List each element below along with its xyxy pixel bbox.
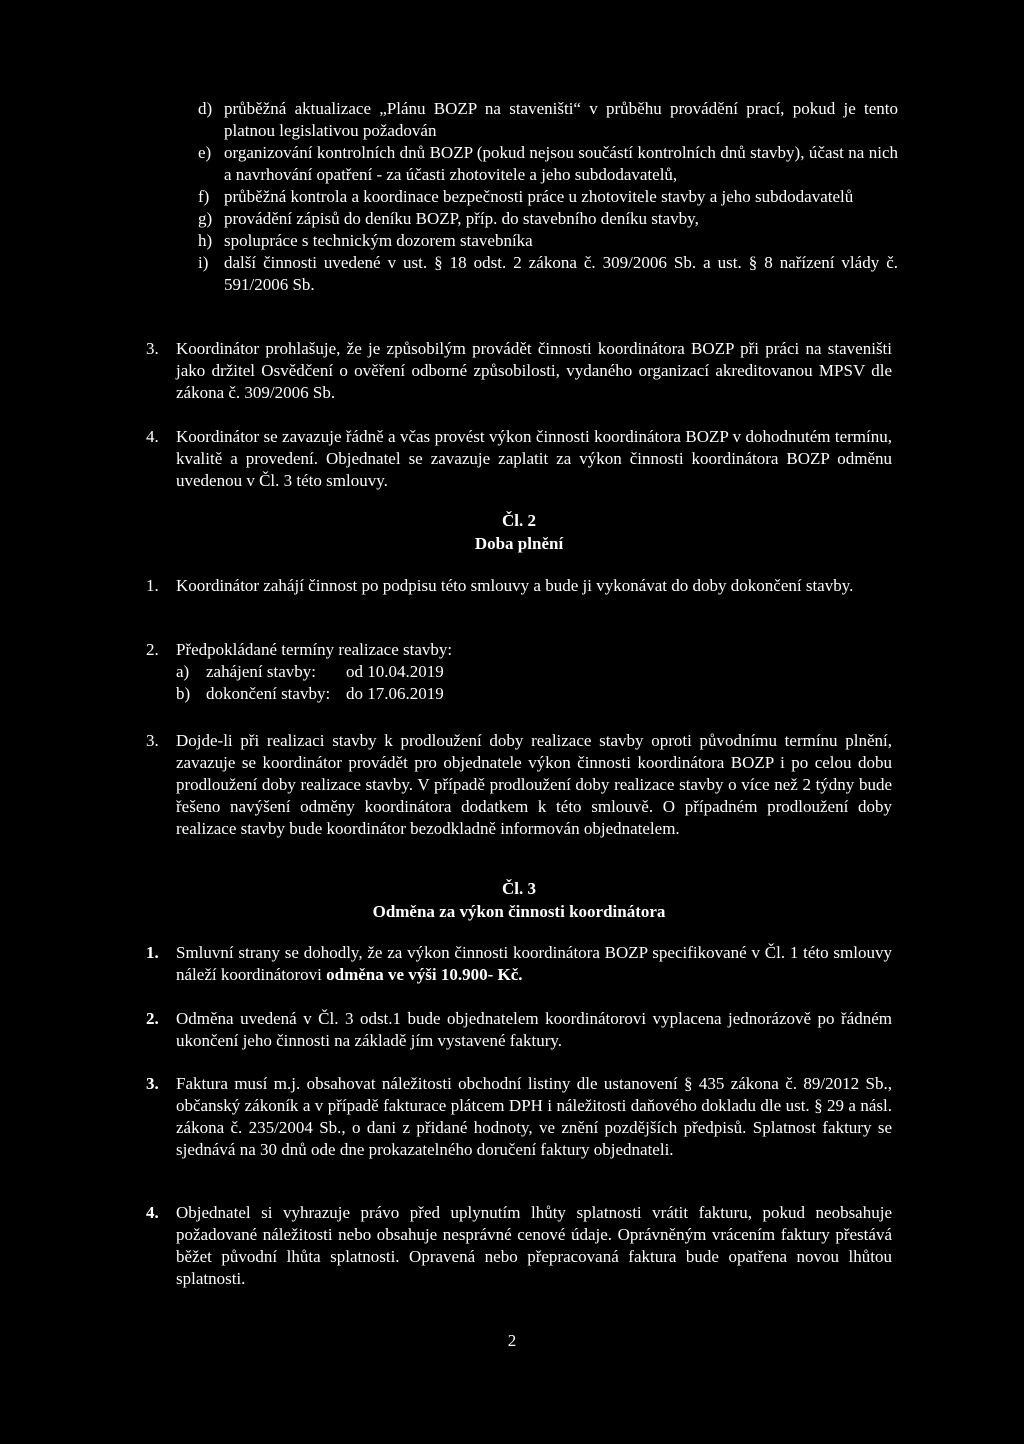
- date-value: od 10.04.2019: [346, 662, 444, 681]
- paragraph-number: 2.: [146, 1009, 159, 1028]
- list-item: [176, 683, 892, 705]
- paragraph-number: 4.: [146, 1203, 159, 1222]
- paragraph: [146, 338, 892, 404]
- paragraph: [146, 1073, 892, 1161]
- paragraph-text: Objednatel si vyhrazuje právo před uplynutím lhůty splatnosti vrátit fakturu, pokud neobsahuje požadované náležitosti nebo obsahuje nesprávné cenové údaje. Oprávněným vrácením faktury přestává běžet původní lhůta splatnosti. Opravená nebo přepracovaná faktura bude opatřena novou lhůtou splatnosti.: [176, 1203, 892, 1288]
- article-title: Odměna za výkon činnosti koordinátora: [372, 902, 666, 921]
- paragraph-text: Smluvní strany se dohodly, že za výkon činnosti koordinátora BOZP specifikované v Čl. 1 této smlouvy náleží koordinátorovi: [176, 943, 892, 984]
- paragraph-text: Odměna uvedená v Čl. 3 odst.1 bude objednatelem koordinátorovi vyplacena jednorázově po řádném ukončení jeho činnosti na základě jím vystavené faktury.: [176, 1009, 892, 1050]
- list-item: [176, 661, 892, 683]
- dates-list: [176, 661, 892, 705]
- list-marker: e): [198, 143, 212, 162]
- fee-amount: odměna ve výši 10.900- Kč.: [326, 965, 523, 984]
- list-text: další činnosti uvedené v ust. § 18 odst. 2 zákona č. 309/2006 Sb. a ust. § 8 nařízení vlády č. 591/2006 Sb.: [224, 253, 898, 294]
- list-item: [198, 252, 898, 296]
- list-marker: b): [176, 684, 191, 703]
- paragraph-text: Faktura musí m.j. obsahovat náležitosti obchodní listiny dle ustanovení § 435 zákona č. 89/2012 Sb., občanský zákoník a v případě fakturace plátcem DPH i náležitosti daňového dokladu dle ust. § 29 a násl. zákona č. 235/2004 Sb., o dani z přidané hodnoty, ve znění pozdějších předpisů. Splatnost faktury se sjednává na 30 dnů ode dne prokazatelného doručení faktury objednateli.: [176, 1074, 892, 1159]
- list-text: organizování kontrolních dnů BOZP (pokud nejsou součástí kontrolních dnů stavby), účast na nich a navrhování opatření - za účasti zhotovitele a jeho subdodavatelů,: [224, 143, 898, 184]
- date-value: do 17.06.2019: [346, 684, 444, 703]
- paragraph-number: 2.: [146, 640, 159, 659]
- article-label: Čl. 2: [502, 511, 536, 530]
- list-text: průběžná aktualizace „Plánu BOZP na staveništi“ v průběhu provádění prací, pokud je tento platnou legislativou požadován: [224, 99, 898, 140]
- paragraph-text: Koordinátor prohlašuje, že je způsobilým provádět činnosti koordinátora BOZP při práci na staveništi jako držitel Osvědčení o ověření odborné způsobilosti, vydaného organizací akreditovanou MPSV dle zákona č. 309/2006 Sb.: [176, 339, 892, 402]
- article-title: Doba plnění: [474, 534, 564, 553]
- paragraph-number: 3.: [146, 1074, 159, 1093]
- list-marker: d): [198, 99, 213, 118]
- paragraph-number: 4.: [146, 427, 159, 446]
- article-label: Čl. 3: [502, 879, 536, 898]
- date-label: zahájení stavby:: [206, 662, 316, 681]
- list-marker: f): [198, 187, 210, 206]
- paragraph: [146, 1202, 892, 1290]
- paragraph: [146, 426, 892, 492]
- list-marker: a): [176, 662, 190, 681]
- paragraph-number: 3.: [146, 339, 159, 358]
- list-marker: h): [198, 231, 213, 250]
- paragraph-text: Koordinátor zahájí činnost po podpisu této smlouvy a bude ji vykonávat do doby dokončení stavby.: [176, 576, 854, 595]
- list-item: [198, 142, 898, 186]
- paragraph-text: Dojde-li při realizaci stavby k prodloužení doby realizace stavby oproti původnímu termínu plnění, zavazuje se koordinátor provádět pro objednatele výkon činnosti koordinátora BOZP i po celou dobu prodloužení doby realizace stavby. V případě prodloužení doby realizace stavby o více než 2 týdny bude řešeno navýšení odměny koordinátora dodatkem k této smlouvě. O případném prodloužení doby realizace stavby bude koordinátor bezodkladně informován objednatelem.: [176, 731, 892, 838]
- paragraph: [146, 1008, 892, 1052]
- list-item: [198, 98, 898, 142]
- list-text: provádění zápisů do deníku BOZP, příp. do stavebního deníku stavby,: [224, 209, 699, 228]
- list-marker: i): [198, 253, 209, 272]
- list-item: [198, 186, 898, 208]
- paragraph-number: 1.: [146, 943, 159, 962]
- page-number: 2: [507, 1331, 517, 1350]
- paragraph-text: Koordinátor se zavazuje řádně a včas provést výkon činnosti koordinátora BOZP v dohodnutém termínu, kvalitě a provedení. Objednatel se zavazuje zaplatit za výkon činnosti koordinátora BOZP odměnu uvedenou v Čl. 3 této smlouvy.: [176, 427, 892, 490]
- paragraph-text: Předpokládané termíny realizace stavby:: [176, 640, 453, 659]
- duties-list: [198, 98, 898, 296]
- list-marker: g): [198, 209, 213, 228]
- paragraph: [146, 639, 892, 705]
- list-text: spolupráce s technickým dozorem stavebníka: [224, 231, 533, 250]
- list-text: průběžná kontrola a koordinace bezpečnosti práce u zhotovitele stavby a jeho subdodavatelů: [224, 187, 854, 206]
- paragraph: [146, 730, 892, 840]
- list-item: [198, 230, 898, 252]
- paragraph-number: 3.: [146, 731, 159, 750]
- date-label: dokončení stavby:: [206, 684, 331, 703]
- paragraph: [146, 942, 892, 986]
- paragraph-number: 1.: [146, 576, 159, 595]
- list-item: [198, 208, 898, 230]
- paragraph: [146, 575, 892, 597]
